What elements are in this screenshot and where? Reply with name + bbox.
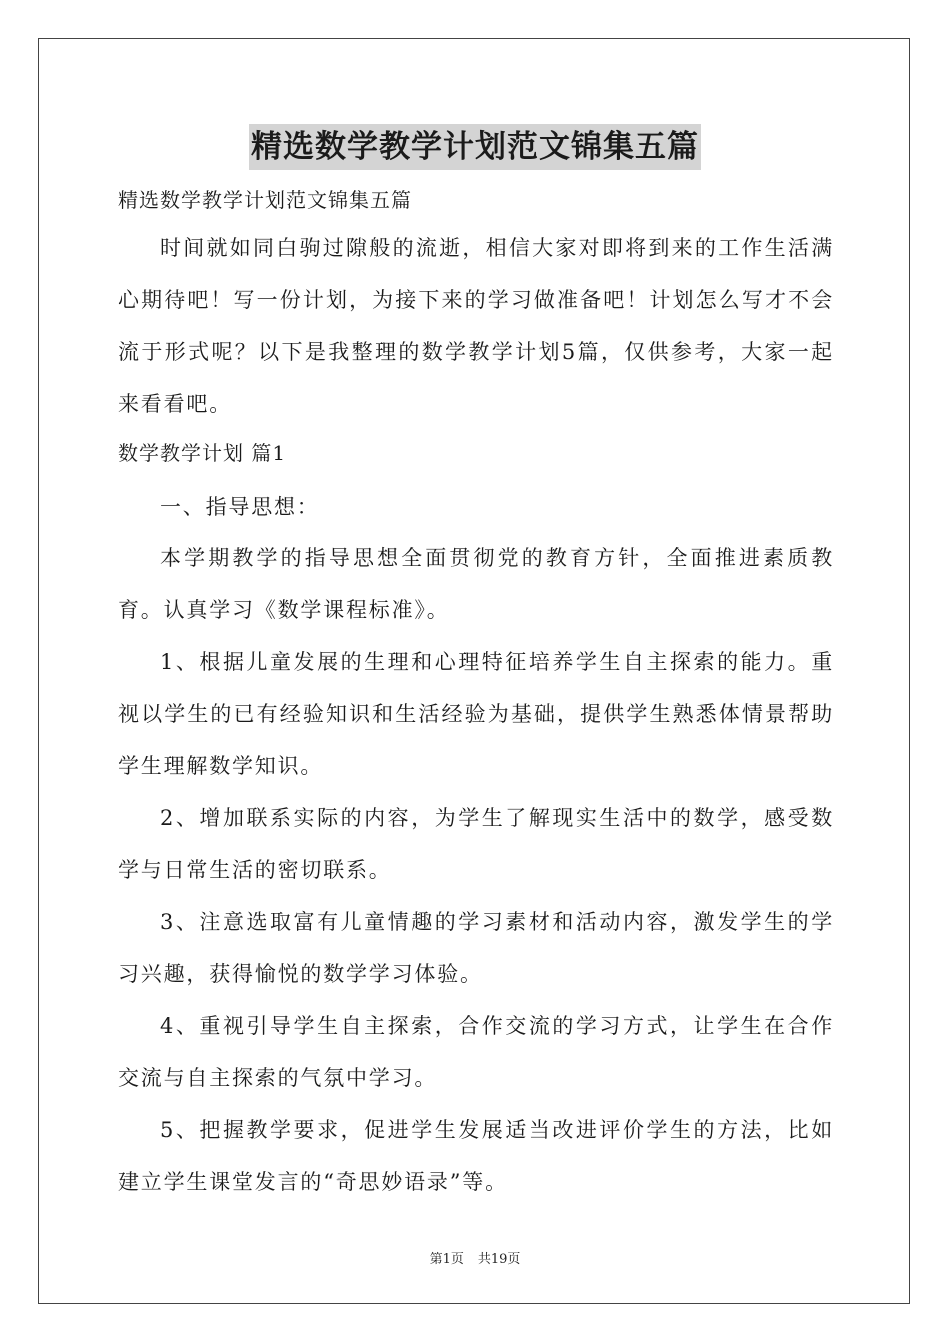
section-heading: 数学教学计划 篇1 bbox=[118, 441, 287, 465]
body-paragraph: 本学期教学的指导思想全面贯彻党的教育方针，全面推进素质教育。认真学习《数学课程标准》。 bbox=[118, 546, 834, 622]
title-container bbox=[0, 124, 950, 170]
body-paragraph: 3、注意选取富有儿童情趣的学习素材和活动内容，激发学生的学习兴趣，获得愉悦的数学学习体验。 bbox=[118, 910, 834, 986]
page-total: 共19页 bbox=[477, 1252, 521, 1267]
document-body bbox=[118, 178, 834, 1208]
body-paragraph: 1、根据儿童发展的生理和心理特征培养学生自主探索的能力。重视以学生的已有经验知识和生活经验为基础，提供学生熟悉体情景帮助学生理解数学知识。 bbox=[118, 650, 834, 778]
body-paragraph: 4、重视引导学生自主探索，合作交流的学习方式，让学生在合作交流与自主探索的气氛中学习。 bbox=[118, 1014, 834, 1090]
guiding-ideology-heading: 一、指导思想： bbox=[160, 495, 320, 519]
intro-paragraph: 时间就如同白驹过隙般的流逝，相信大家对即将到来的工作生活满心期待吧！写一份计划，为接下来的学习做准备吧！计划怎么写才不会流于形式呢？以下是我整理的数学教学计划5篇，仅供参考，大家一起来看看吧。 bbox=[118, 236, 834, 416]
body-paragraph: 5、把握教学要求，促进学生发展适当改进评价学生的方法，比如建立学生课堂发言的“奇思妙语录”等。 bbox=[118, 1118, 834, 1194]
body-paragraph: 2、增加联系实际的内容，为学生了解现实生活中的数学，感受数学与日常生活的密切联系。 bbox=[118, 806, 834, 882]
page-footer bbox=[0, 1248, 950, 1267]
document-subtitle: 精选数学教学计划范文锦集五篇 bbox=[118, 188, 412, 212]
page-number: 第1页 bbox=[429, 1252, 464, 1267]
document-title: 精选数学教学计划范文锦集五篇 bbox=[249, 124, 701, 170]
